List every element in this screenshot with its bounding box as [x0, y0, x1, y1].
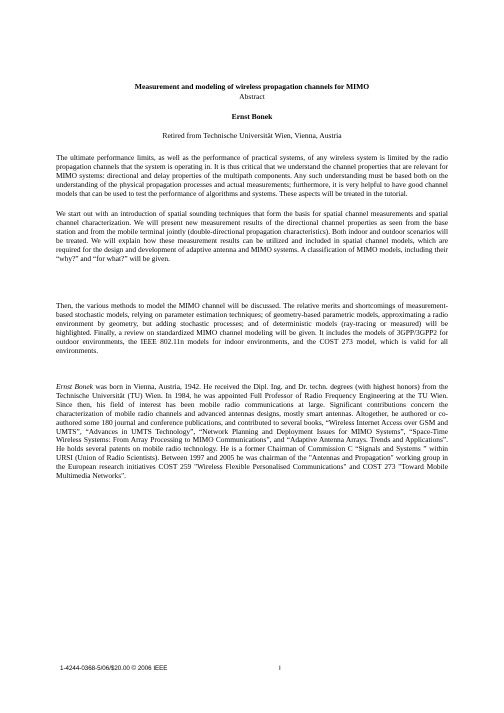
copyright-footer: 1-4244-0368-5/06/$20.00 © 2006 IEEE [60, 665, 168, 672]
paragraph-text: Then, the various methods to model the MIMO channel will be discussed. The relative merits and shortcomings of measurement-based stochastic models, relying on parameter estimation techniques; of geometry-based parametric models, approximating a radio environment by geometry, but adding stochastic processes; and of deterministic models (ray-tracing or measured) will be highlighted. Finally, a review on standardized MIMO channel modeling will be given. It includes the models of 3GPP/3GPP2 for outdoor environments, the IEEE 802.11n models for indoor environments, and the COST 273 model, which is valid for all environments. [56, 301, 448, 355]
abstract-label: Abstract [239, 92, 265, 101]
paragraph-text: We start out with an introduction of spatial sounding techniques that form the basis for spatial channel measurements and spatial channel characterization. We will present new measurement results of the directional channel properties as seen from the base station and from the mobile terminal jointly (double-directional propagation characteristics). Both indoor and outdoor scenarios will be treated. We will explain how these measurement results can be utilized and included in spatial channel models, which are required for the design and development of adaptive antenna and MIMO systems. A classification of MIMO models, including their “why?” and “for what?” will be given. [56, 209, 448, 263]
biography-body: was born in Vienna, Austria, 1942. He received the Dipl. Ing. and Dr. techn. degrees (with highest honors) from the Technische Universität (TU) Wien. In 1984, he was appointed Full Professor of Radio Frequency Engineering at the TU Wien. Since then, his field of interest has been mobile radio communications at large. Significant contributions concern the characterization of mobile radio channels and advanced antennas designs, mostly smart antennas. Altogether, he authored or co-authored some 180 journal and conference publications, and contributed to several books, “Wireless Internet Access over GSM and UMTS”, “Advances in UMTS Technology”, “Network Planning and Deployment Issues for MIMO Systems”, “Space-Time Wireless Systems: From Array Processing to MIMO Communications”, and “Adaptive Antenna Arrays. Trends and Applications”. He holds several patents on mobile radio technology. He is a former Chairman of Commission C “Signals and Systems ” within URSI (Union of Radio Scientists). Between 1997 and 2005 he was chairman of the "Antennas and Propagation" working group in the European research initiatives COST 259 "Wireless Flexible Personalised Communications" and COST 273 "Toward Mobile Multimedia Networks". [56, 382, 448, 481]
abstract-paragraph-2 [56, 210, 448, 263]
biography-author-name: Ernst Bonek [56, 382, 93, 391]
author-name: Ernst Bonek [231, 112, 273, 121]
paper-title: Measurement and modeling of wireless propagation channels for MIMO [134, 82, 370, 91]
author-affiliation: Retired from Technische Universität Wien, Vienna, Austria [162, 131, 342, 140]
author-biography [56, 383, 448, 481]
page-number: I [279, 665, 281, 672]
biography-text [56, 383, 448, 481]
abstract-paragraph-1 [56, 154, 448, 199]
paragraph-text: The ultimate performance limits, as well as the performance of practical systems, of any wireless system is limited by the radio propagation channels that the system is operating in. It is thus critical that we understand the channel properties that are relevant for MIMO systems: directional and delay properties of the multipath components. Any such understanding must be based both on the understanding of the physical propagation processes and actual measurements; furthermore, it is very helpful to have good channel models that can be used to test the performance of algorithms and systems. These aspects will be treated in the tutorial. [56, 153, 448, 198]
abstract-paragraph-3 [56, 302, 448, 355]
